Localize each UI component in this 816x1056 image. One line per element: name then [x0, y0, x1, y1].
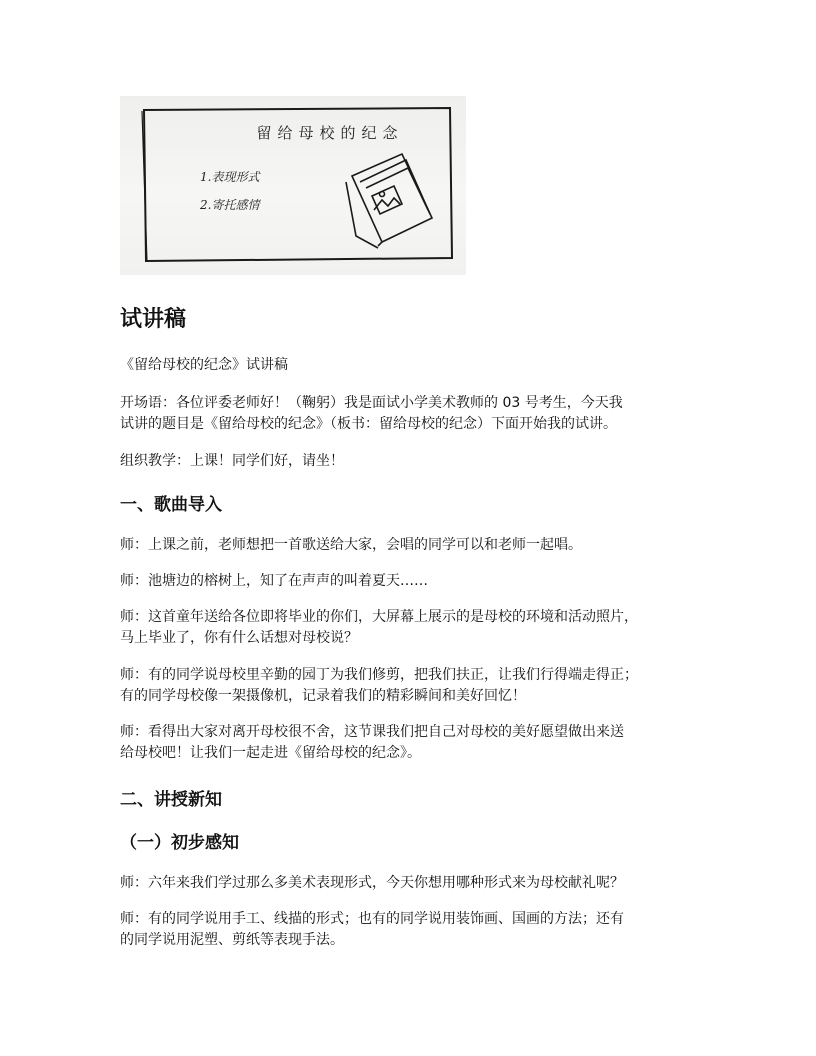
opening-line-1: 开场语：各位评委老师好！（鞠躬）我是面试小学美术教师的 03 号考生，今天我 — [120, 395, 623, 411]
board-title: 留给母校的纪念 — [256, 124, 404, 142]
booklet-icon — [346, 154, 432, 248]
section-1-para-3-line-2: 马上毕业了，你有什么话想对母校说？ — [120, 630, 358, 646]
board-item-2: 2.寄托感情 — [200, 198, 260, 212]
board-item-1: 1.表现形式 — [200, 170, 260, 184]
section-1-para-5-line-1: 师：看得出大家对离开母校很不舍，这节课我们把自己对母校的美好愿望做出来送 — [120, 724, 624, 740]
section-2-subtitle-1: （一）初步感知 — [120, 833, 239, 853]
section-2-para-1: 师：六年来我们学过那么多美术表现形式，今天你想用哪种形式来为母校献礼呢？ — [120, 875, 624, 891]
section-1-para-2: 师：池塘边的榕树上，知了在声声的叫着夏天…… — [120, 573, 428, 589]
organize-teaching: 组织教学：上课！同学们好，请坐！ — [120, 453, 344, 469]
section-1-para-5-line-2: 给母校吧！让我们一起走进《留给母校的纪念》。 — [120, 745, 421, 761]
section-2-title: 二、讲授新知 — [120, 790, 222, 810]
opening-line-2: 试讲的题目是《留给母校的纪念》（板书：留给母校的纪念）下面开始我的试讲。 — [120, 416, 617, 432]
doc-title: 《留给母校的纪念》试讲稿 — [120, 357, 288, 373]
section-2-para-2-line-1: 师：有的同学说用手工、线描的形式；也有的同学说用装饰画、国画的方法；还有 — [120, 911, 624, 927]
section-1-para-4-line-1: 师：有的同学说母校里辛勤的园丁为我们修剪，把我们扶正，让我们行得端走得正； — [120, 667, 638, 683]
page-heading: 试讲稿 — [120, 307, 187, 332]
section-1-para-3-line-1: 师：这首童年送给各位即将毕业的你们，大屏幕上展示的是母校的环境和活动照片， — [120, 609, 638, 625]
board-sketch-photo — [120, 96, 466, 275]
section-1-para-4-line-2: 有的同学母校像一架摄像机，记录着我们的精彩瞬间和美好回忆！ — [120, 688, 526, 704]
section-1-title: 一、歌曲导入 — [120, 495, 222, 515]
section-2-para-2-line-2: 的同学说用泥塑、剪纸等表现手法。 — [120, 932, 344, 948]
section-1-para-1: 师：上课之前，老师想把一首歌送给大家，会唱的同学可以和老师一起唱。 — [120, 537, 582, 553]
